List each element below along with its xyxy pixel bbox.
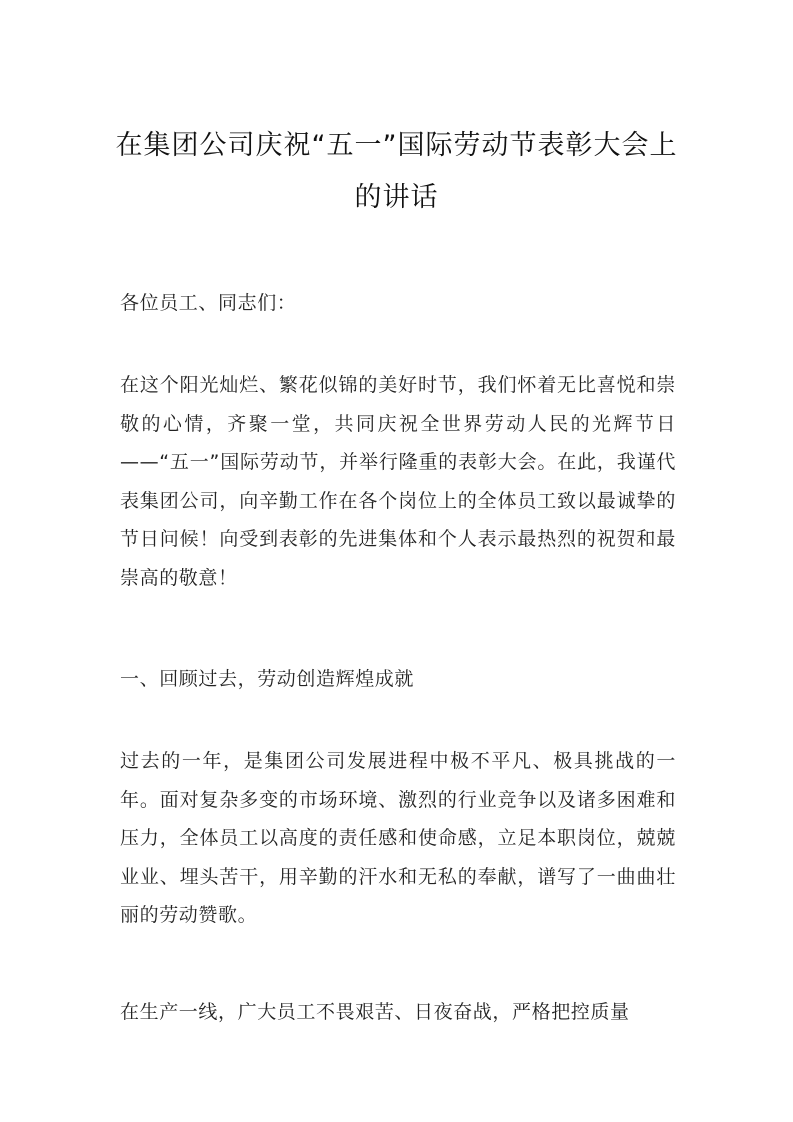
paragraph-opening: 在这个阳光灿烂、繁花似锦的美好时节，我们怀着无比喜悦和崇敬的心情，齐聚一堂，共同庆祝全世界劳动人民的光辉节日——“五一”国际劳动节，并举行隆重的表彰大会。在此，我谨代表集团公司，向辛勤工作在各个岗位上的全体员工致以最诚挚的节日问候！向受到表彰的先进集体和个人表示最热烈的祝贺和最崇高的敬意！: [120, 374, 676, 589]
paragraph-production: 在生产一线，广大员工不畏艰苦、日夜奋战，严格把控质量: [120, 1001, 630, 1023]
document-title: 在集团公司庆祝“五一”国际劳动节表彰大会上的讲话: [115, 130, 678, 213]
greeting-line: 各位员工、同志们：: [120, 292, 297, 314]
paragraph-review: 过去的一年，是集团公司发展进程中极不平凡、极具挑战的一年。面对复杂多变的市场环境、激烈的行业竞争以及诸多困难和压力，全体员工以高度的责任感和使命感，立足本职岗位，兢兢业业、埋头苦干，用辛勤的汗水和无私的奉献，谱写了一曲曲壮丽的劳动赞歌。: [120, 750, 676, 927]
section-heading-1: 一、回顾过去，劳动创造辉煌成就: [120, 668, 415, 690]
